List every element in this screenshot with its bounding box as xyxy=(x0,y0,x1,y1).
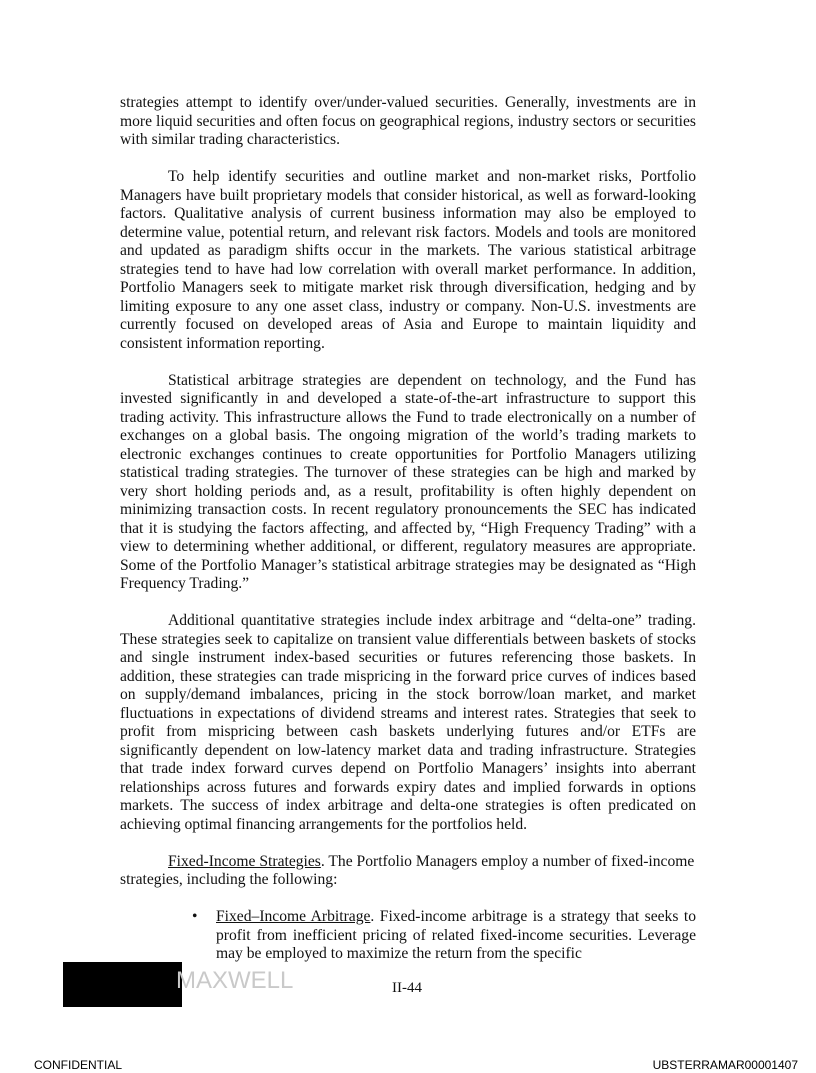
strategy-bullet-list xyxy=(120,908,696,964)
confidential-label: CONFIDENTIAL xyxy=(34,1058,123,1072)
list-item xyxy=(192,908,696,964)
paragraph-index-arbitrage: Additional quantitative strategies include index arbitrage and “delta-one” trading. These strategies seek to capitalize on transient value differentials between baskets of stocks and single instrument index-based securities or futures referencing those baskets. In addition, these strategies can trade mispricing in the forward price curves of indices based on supply/demand imbalances, pricing in the stock borrow/loan market, and market fluctuations in expectations of dividend streams and interest rates. Strategies that seek to profit from mispricing between cash baskets underlying futures and/or ETFs are significantly dependent on low-latency market data and trading infrastructure. Strategies that trade index forward curves depend on Portfolio Managers’ insights into aberrant relationships across futures and forwards expiry dates and implied forwards in options markets. The success of index arbitrage and delta-one strategies is often predicated on achieving optimal financing arrangements for the portfolios held. xyxy=(120,612,696,833)
bullet-heading: Fixed–Income Arbitrage xyxy=(216,908,371,925)
paragraph-statistical-arbitrage: Statistical arbitrage strategies are dependent on technology, and the Fund has invested significantly in and developed a state-of-the-art infrastructure to support this trading activity. This infrastructure allows the Fund to trade electronically on a number of exchanges on a global basis. The ongoing migration of the world’s trading markets to electronic exchanges continues to create opportunities for Portfolio Managers utilizing statistical trading strategies. The turnover of these strategies can be high and marked by very short holding periods and, as a result, profitability is often highly dependent on minimizing transaction costs. In recent regulatory pronouncements the SEC has indicated that it is studying the factors affecting, and affected by, “High Frequency Trading” with a view to determining whether additional, or different, regulatory measures are appropriate. Some of the Portfolio Manager’s statistical arbitrage strategies may be designated as “High Frequency Trading.” xyxy=(120,371,696,592)
watermark-stamp: MAXWELL xyxy=(176,967,294,994)
paragraph-models: To help identify securities and outline market and non-market risks, Portfolio Managers have built proprietary models that consider historical, as well as forward-looking factors. Qualitative analysis of current business information may also be employed to determine value, potential return, and relevant risk factors. Models and tools are monitored and updated as paradigm shifts occur in the markets. The various statistical arbitrage strategies tend to have had low correlation with overall market performance. In addition, Portfolio Managers seek to mitigate market risk through diversification, hedging and by limiting exposure to any one asset class, industry or company. Non-U.S. investments are currently focused on developed areas of Asia and Europe to maintain liquidity and consistent information reporting. xyxy=(120,168,696,352)
paragraph-fixed-income xyxy=(120,853,696,890)
fixed-income-heading: Fixed-Income Strategies xyxy=(168,852,321,870)
document-body xyxy=(120,94,696,964)
bullet-icon: • xyxy=(192,908,198,925)
bates-number: UBSTERRAMAR00001407 xyxy=(652,1058,798,1072)
paragraph-continuation: strategies attempt to identify over/under-valued securities. Generally, investments are in more liquid securities and often focus on geographical regions, industry sectors or securities with similar trading characteristics. xyxy=(120,94,696,148)
bullet-text: . Fixed-income arbitrage is a strategy that seeks to profit from inefficient pricing of related fixed-income securities. Leverage may be employed to maximize the return from the specific xyxy=(216,908,696,962)
page-number: II-44 xyxy=(392,980,422,996)
fixed-income-intro: . The Portfolio Managers employ a number of fixed-income strategies, including the following: xyxy=(120,852,695,888)
redaction-block xyxy=(63,962,182,1007)
